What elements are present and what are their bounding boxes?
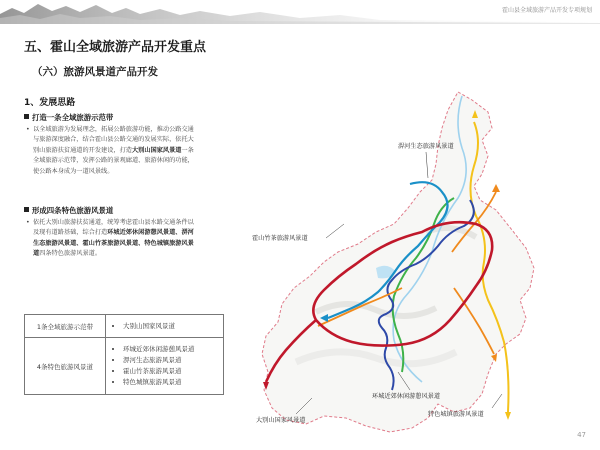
document-title: 霍山县全域旅游产品开发专项规划 [501, 7, 592, 14]
list-item: • 大别山国家风景道 [123, 321, 218, 332]
table-key-cell: 4条特色旅游风景道 [25, 338, 106, 395]
subsection-title: 1、发展思路 [24, 98, 76, 108]
square-bullet-icon [24, 207, 29, 212]
block2-title: 形成四条特色旅游风景道 [32, 206, 114, 215]
map-label-dabieshan: 大别山国家风景道 [256, 417, 306, 424]
block1-text: 以全域旅游为发展理念，拓展公路旅游功能，推动公路交通与旅游深度融合，结合霍山县公路交通的发展实际，依托大别山旅游扶贫通道的开发建设，打造 [33, 126, 194, 154]
map-label-pihe: 淠河生态旅游风景道 [398, 143, 454, 150]
block2-bold-text: 环城近郊休闲游憩风景道、淠河生态旅游风景道、霍山竹茶旅游风景道、特色城镇旅游风景道 [33, 229, 194, 258]
chapter-title: 五、霍山全域旅游产品开发重点 [24, 40, 207, 55]
block1-bold-text: 大别山国家风景道 [132, 146, 182, 154]
bullet-dot-icon: • [26, 219, 30, 226]
arrow-icon [505, 412, 511, 420]
block2-paragraph [26, 218, 196, 260]
block1-text-end: 一条全域旅游示范带，发挥公路的景观廊道、旅游休闲的功能，使公路本身成为一道风景线。 [33, 146, 194, 175]
block1-paragraph [26, 125, 196, 177]
scenic-route-map [226, 82, 596, 442]
map-label-huancheng: 环城近郊休闲游憩风景道 [372, 393, 441, 400]
table-value-cell [106, 315, 224, 338]
block1-heading [24, 112, 113, 123]
table-value-cell [106, 338, 224, 395]
list-item: • 霍山竹茶旅游风景道 [123, 366, 218, 377]
table-key-cell: 1条全域旅游示范带 [25, 315, 106, 338]
map-label-chengzhen: 特色城镇旅游风景道 [428, 411, 484, 418]
page-number: 47 [577, 431, 586, 439]
block2-text: 依托大别山旅游扶贫通道，统筹考虑霍山县水路交通条件以及现有道路基础，综合打造 [33, 219, 194, 237]
block2-text-end: 四条特色旅游风景道。 [39, 250, 102, 258]
square-bullet-icon [24, 114, 29, 119]
arrow-icon [492, 184, 500, 192]
block1-title: 打造一条全域旅游示范带 [32, 113, 114, 122]
header-landscape-band [0, 0, 600, 24]
list-item: • 环城近郊休闲游憩风景道 [123, 344, 218, 355]
route-summary-table [24, 314, 224, 395]
table-row [25, 315, 224, 338]
map-label-zhucha: 霍山竹茶旅游风景道 [252, 235, 308, 242]
table-row [25, 338, 224, 395]
bullet-dot-icon: • [26, 126, 30, 133]
list-item: • 淠河生态旅游风景道 [123, 355, 218, 366]
list-item: • 特色城镇旅游风景道 [123, 377, 218, 388]
section-title: （六）旅游风景道产品开发 [32, 66, 158, 78]
block2-heading [24, 205, 113, 216]
